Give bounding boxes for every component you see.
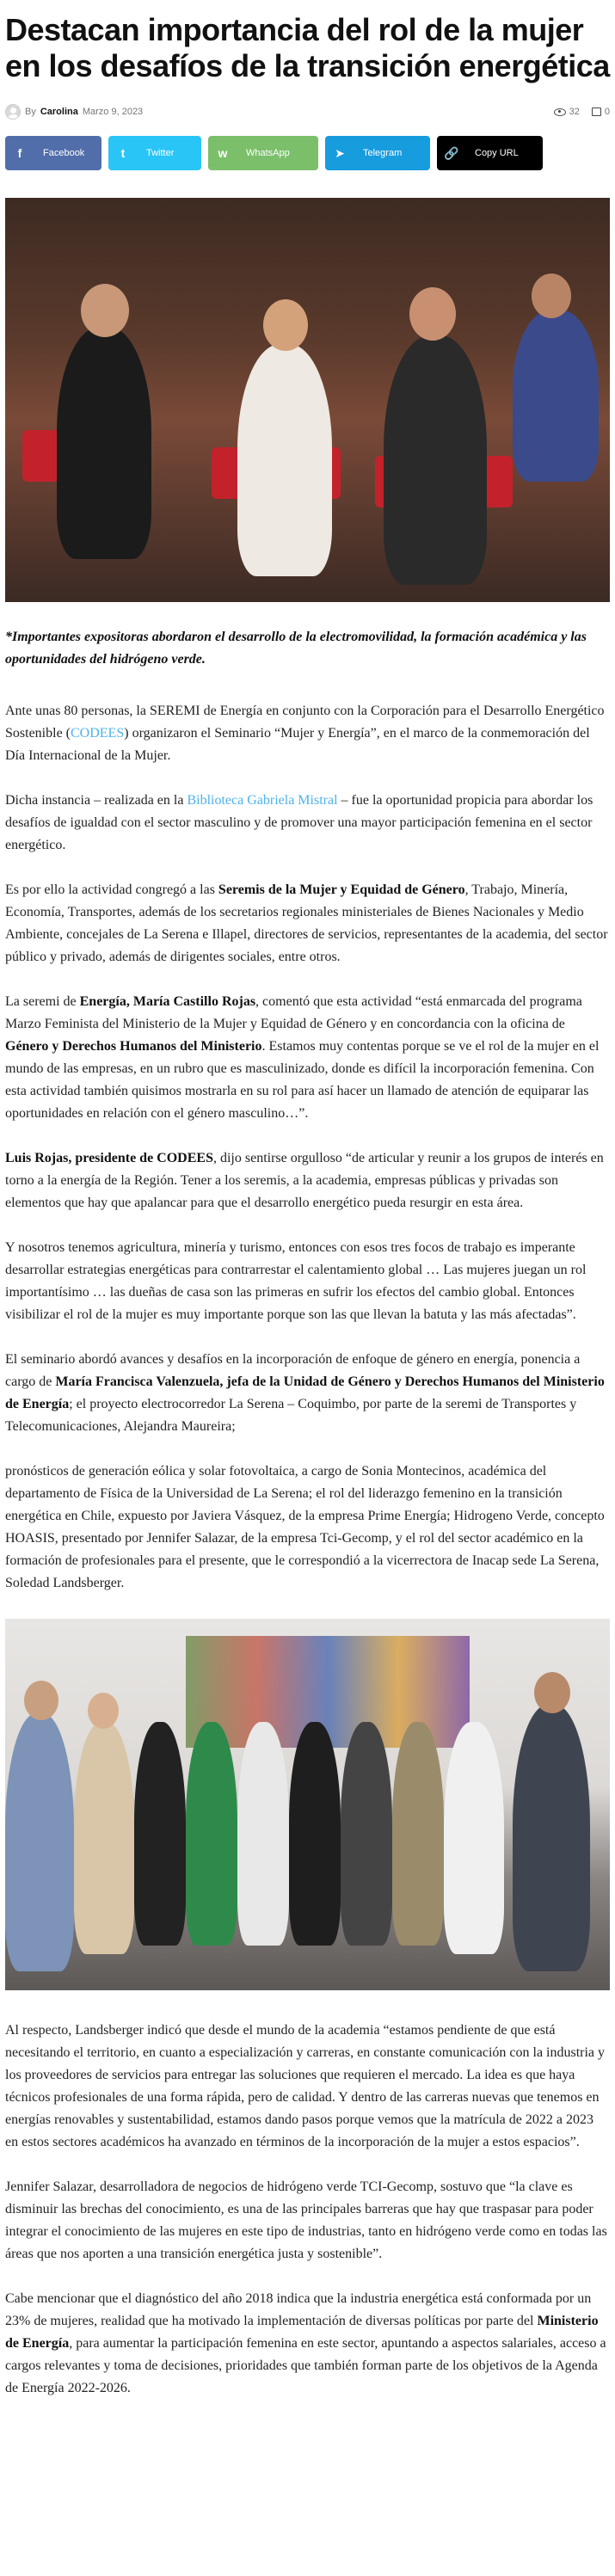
text: , para aumentar la participación femenina en este sector, apuntando a aspectos salariales, acceso a cargos relevantes y toma de decisiones, prioridades que también forman parte de los objetivos de la Agenda de Energía 2022-2026. [5, 2336, 606, 2395]
bold-text: Ministerio de Energía [5, 2314, 599, 2351]
comment-icon [592, 108, 601, 116]
photo-caption: *Importantes expositoras abordaron el desarrollo de la electromovilidad, la formación académica y las oportunidades del hidrógeno verde. [5, 630, 587, 667]
group-photo [5, 1619, 610, 1990]
share-whatsapp-button[interactable] [208, 136, 318, 170]
paragraph: Y nosotros tenemos agricultura, minería y turismo, entonces con esos tres focos de trabajo es imperante desarrollar estrategias energéticas para contrarrestar el calentamiento global … Las mujeres juegan un rol importantísimo … las dueñas de casa son las primeras en sufrir los efectos del cambio global. Entonces visibilizar el rol de la mujer es muy importante porque son las que llevan la batuta y las más afectadas”. [5, 1240, 587, 1322]
article-title: Destacan importancia del rol de la mujer en los desafíos de la transición energética [5, 12, 610, 83]
share-telegram-button[interactable] [325, 136, 430, 170]
group-member [74, 1722, 134, 1954]
text: Dicha instancia – realizada en la [5, 793, 188, 808]
bold-text: María Francisca Valenzuela, jefa de la Unidad de Género y Derechos Humanos del Ministerio de Energía [5, 1374, 605, 1411]
paragraph: Jennifer Salazar, desarrolladora de negocios de hidrógeno verde TCI-Gecomp, sostuvo que “la clave es disminuir las brechas del conocimiento, es una de las principales barreras que hay que traspasar para poder integrar el conocimiento de las mujeres en este tipo de industrias, tanto en hidrógeno verde como en todas las áreas que nos aporten a una transición energética justa y sostenible”. [5, 2179, 607, 2261]
paragraph [5, 1349, 610, 1438]
paragraph [5, 790, 610, 857]
group-member [5, 1713, 74, 1971]
group-member [289, 1722, 341, 1946]
group-member [341, 1722, 392, 1946]
copy-url-button[interactable] [437, 136, 543, 170]
paragraph [5, 700, 610, 767]
author-avatar[interactable] [5, 104, 21, 120]
comments-count: 0 [604, 107, 610, 117]
paragraph [5, 2288, 610, 2400]
text: Es por ello la actividad congregó a las [5, 882, 218, 897]
member-head [24, 1681, 58, 1720]
facebook-icon: f [17, 146, 22, 160]
share-twitter-button[interactable] [108, 136, 201, 170]
share-label: Telegram [363, 148, 403, 158]
twitter-icon: t [120, 146, 126, 160]
share-bar [5, 136, 610, 170]
share-label: Twitter [146, 148, 175, 158]
paragraph [5, 879, 610, 968]
comments-stat[interactable] [592, 107, 610, 117]
bottom-spacer [5, 2400, 610, 2424]
attendee-head [409, 287, 456, 341]
share-label: Copy URL [475, 148, 519, 158]
link-icon: 🔗 [444, 145, 459, 160]
paragraph [5, 1147, 610, 1214]
attendee [57, 327, 151, 559]
member-head [88, 1693, 119, 1729]
group-member [186, 1722, 237, 1946]
share-label: WhatsApp [246, 148, 290, 158]
text: . Estamos muy contentas porque se ve el rol de la mujer en el mundo de las empresas, en un rubro que es masculinizado, donde es difícil la incorporación femenina. Con esta actividad también quisimos mostrarla en su rol para así hacer un llamado de atención de equiparar las oportunidades en relación con el género masculino…”. [5, 1039, 600, 1121]
seminar-audience-photo [5, 198, 610, 602]
group-member [444, 1722, 504, 1954]
paragraph: Al respecto, Landsberger indicó que desde el mundo de la academia “estamos pendiente de que está necesitando el territorio, en cuanto a especialización y carreras, en constante comunicación con la industria y los proveedores de servicios para entregar las soluciones que requieren el mercado. La idea es que haya técnicos profesionales de una forma rápida, pero de calidad. Y dentro de las carreras nuevas que tenemos en energías renovables y sustentabilidad, estamos dando pasos porque vemos que la matrícula de 2022 a 2023 en estos sectores académicos ha avanzado en términos de la incorporación de la mujer a estos espacios”. [5, 2023, 606, 2149]
group-member [392, 1722, 444, 1946]
whatsapp-icon: w [218, 146, 228, 160]
publish-date: Marzo 9, 2023 [82, 107, 144, 117]
telegram-icon: ➤ [335, 145, 345, 160]
eye-icon [554, 108, 566, 116]
attendee-head [263, 299, 308, 351]
share-facebook-button[interactable] [5, 136, 101, 170]
text: , dijo sentirse orgulloso “de articular y reunir a los grupos de interés en torno a la energía de la Región. Tener a los seremis, a la academia, empresas públicas y privadas son elementos que hay que apalancar para que el desarrollo energético pueda resurgir en esta área. [5, 1151, 604, 1210]
text: , comentó que esta actividad “está enmarcada del programa Marzo Feminista del Ministerio de la Mujer y Equidad de Género y en concordancia con la oficina de [5, 994, 582, 1031]
attendee [384, 335, 487, 585]
bold-text: Energía, María Castillo Rojas [79, 994, 256, 1009]
attendee [237, 344, 332, 576]
biblioteca-link[interactable]: Biblioteca Gabriela Mistral [187, 793, 338, 808]
author-info [5, 104, 143, 120]
member-head [534, 1672, 570, 1713]
group-member [134, 1722, 186, 1946]
paragraph: pronósticos de generación eólica y solar fotovoltaica, a cargo de Sonia Montecinos, académica del departamento de Física de la Universidad de La Serena; el rol del liderazgo femenino en la transición energética en Chile, expuesto por Javiera Vásquez, de la empresa Prime Energía; Hidrogeno Verde, concepto HOASIS, presentado por Jennifer Salazar, de la empresa Tci-Gecomp, y el rol del sector académico en la formación de profesionales para el presente, que le correspondió a la vicerrectora de Inacap sede La Serena, Soledad Landsberger. [5, 1464, 605, 1590]
bold-text: Luis Rojas, presidente de CODEES [5, 1151, 213, 1165]
bold-text: Género y Derechos Humanos del Ministerio [5, 1039, 262, 1054]
bold-text: Seremis de la Mujer y Equidad de Género [218, 882, 465, 897]
author-name[interactable]: Carolina [40, 107, 78, 117]
text: – fue la oportunidad propicia para abordar los desafíos de igualdad con el sector masculino y de promover una mayor participación femenina en el sector energético. [5, 793, 593, 852]
text: ) organizaron el Seminario “Mujer y Energía”, en el marco de la conmemoración del Día Internacional de la Mujer. [5, 726, 590, 763]
text: Ante unas 80 personas, la SEREMI de Energía en conjunto con la Corporación para el Desarrollo Energético Sostenible ( [5, 704, 605, 741]
text: ; el proyecto electrocorredor La Serena – Coquimbo, por parte de la seremi de Transportes y Telecomunicaciones, Alejandra Maureira; [5, 1397, 577, 1434]
text: La seremi de [5, 994, 80, 1009]
article-stats [554, 107, 610, 117]
group-member [513, 1705, 590, 1971]
text: El seminario abordó avances y desafíos en la incorporación de enfoque de género en energía, ponencia a cargo de [5, 1352, 581, 1389]
views-count: 32 [569, 107, 580, 117]
paragraph [5, 991, 610, 1125]
codees-link[interactable]: CODEES [71, 726, 125, 741]
article-meta [5, 103, 610, 120]
share-label: Facebook [43, 148, 85, 158]
attendee [513, 310, 599, 482]
attendee-head [81, 284, 129, 337]
attendee-head [532, 274, 571, 318]
by-label: By [25, 107, 36, 117]
text: , Trabajo, Minería, Economía, Transportes, además de los secretarios regionales ministeriales de Bienes Nacionales y Medio Ambiente, concejales de La Serena e Illapel, directores de servicios, representantes de la academia, del sector público y privado, además de dirigentes sociales, entre otros. [5, 882, 608, 964]
group-member [237, 1722, 289, 1946]
views-stat [554, 107, 580, 117]
text: Cabe mencionar que el diagnóstico del año 2018 indica que la industria energética está conformada por un 23% de mujeres, realidad que ha motivado la implementación de diversas políticas por parte del [5, 2291, 592, 2328]
